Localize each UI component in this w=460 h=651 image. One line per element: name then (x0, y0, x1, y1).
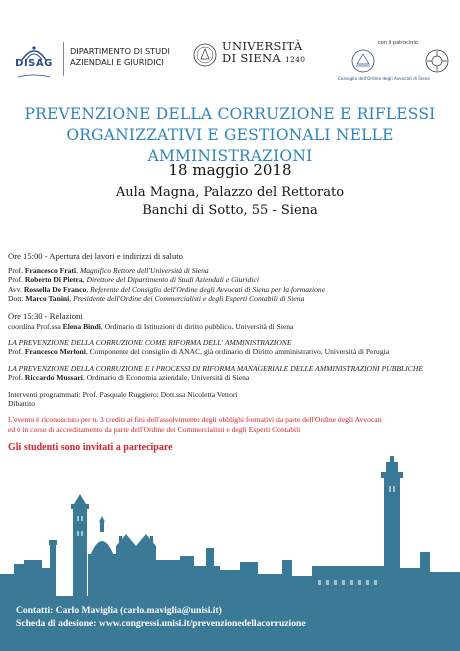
coordinator (8, 322, 456, 331)
university-year: 1240 (284, 55, 306, 64)
greeting-name: Roberto Di Pietra (24, 275, 83, 285)
speaker-name: Francesco Merloni (24, 347, 86, 357)
coordinator-prefix: coordina Prof.ssa (8, 321, 61, 331)
department-line-1: DIPARTIMENTO DI STUDI (70, 46, 170, 56)
contact-info (16, 604, 306, 630)
speaker-name: Riccardo Mussari (24, 373, 83, 383)
accountants-logo-icon (424, 48, 450, 74)
speaker-prefix: Prof. (8, 373, 23, 383)
program (8, 251, 456, 453)
speaker-role: , Componente del consiglio di ANAC, già ordinario di Diritto amministrativo, Università di Perugia (85, 347, 390, 357)
debate: Dibattito (8, 399, 35, 409)
greeting-row: Dott. Marco Tanini, Presidente dell'Ordine dei Commercialisti e degli Esperti Contabili di Siena (8, 294, 305, 304)
university-seal-icon (193, 42, 217, 68)
department-name (70, 46, 170, 68)
registration-link[interactable]: Scheda di adesione: www.congressi.unisi.it/prevenzionedellacorruzione (16, 618, 306, 629)
greeting-row: Prof. Roberto Di Pietra, Direttore del Dipartimento di Studi Aziendali e Giuridici (8, 275, 259, 285)
students-invitation: Gli studenti sono invitati a partecipare (8, 442, 173, 454)
event-title (0, 104, 460, 167)
university-line-1: UNIVERSITÀ (222, 39, 303, 53)
disag-logo-text: DISAG (15, 58, 53, 69)
greeting-row: Prof. Francesco Frati, Magnifico Rettore dell'Università di Siena (8, 266, 209, 275)
coordinator-name: Elena Bindi (62, 321, 101, 331)
greeting-name: Marco Tanini (25, 294, 70, 304)
greeting-role: Magnifico Rettore dell'Università di Siena (79, 266, 209, 275)
university-line-2: DI SIENA (222, 51, 282, 65)
talk-2-title: LA PREVENZIONE DELLA CORRUZIONE E I PROCESSI DI RIFORMA MANAGERIALE DELLE AMMINISTRAZIONI PUBBLICHE (8, 363, 423, 373)
greeting-title: Prof. (8, 266, 23, 275)
bar-association-logo-icon (350, 48, 376, 74)
event-title-line-1: PREVENZIONE DELLA CORRUZIONE E RIFLESSI (24, 105, 436, 123)
event-title-line-2: ORGANIZZATIVI E GESTIONALI NELLE AMMINISTRAZIONI (66, 126, 394, 165)
venue-line-2: Banchi di Sotto, 55 - Siena (142, 203, 318, 218)
speaker-role: , Ordinario di Economia aziendale, Università di Siena (82, 373, 250, 383)
greeting-title: Dott. (8, 294, 24, 304)
university-name (222, 40, 305, 66)
greeting-name: Francesco Frati (24, 266, 77, 275)
greeting-title: Avv. (8, 284, 22, 294)
department-line-2: AZIENDALI E GIURIDICI (70, 57, 164, 67)
coordinator-role: , Ordinario di Istituzioni di diritto pubblico, Università di Siena (100, 321, 294, 331)
talk-1-speaker (8, 347, 456, 356)
greeting-name: Rossella De Franco (23, 284, 87, 294)
credits-line-2: ed è in corso di accreditamento da parte dell'Ordine dei Commercialisti e degli Esperti Contabili (8, 424, 301, 434)
opening-session: Ore 15:00 - Apertura dei lavori e indirizzi di saluto (8, 251, 183, 261)
planned-interventions: Interventi programmati: Prof. Pasquale Ruggiero; Dott.ssa Nicoletta Vettori (8, 389, 238, 399)
greeting-title: Prof. (8, 275, 23, 285)
greeting-role: Direttore del Dipartimento di Studi Aziendali e Giuridici (86, 275, 259, 285)
bar-association-name: Consiglio dell'Ordine degli Avvocati di Siena (338, 76, 430, 81)
greeting-row: Avv. Rossella De Franco, Referente del Consiglio dell'Ordine degli Avvocati di Siena per la formazione (8, 284, 326, 294)
talk-1-title: LA PREVENZIONE DELLA CORRUZIONE COME RIFORMA DELL' AMMINISTRAZIONE (8, 338, 292, 348)
speaker-prefix: Prof. (8, 347, 23, 357)
header-divider (63, 42, 64, 76)
greeting-role: Presidente dell'Ordine dei Commercialisti e degli Esperti Contabili di Siena (73, 294, 305, 304)
patronage-label: con il patrocinio (378, 40, 418, 46)
event-venue (0, 184, 460, 220)
contact-email[interactable]: Contatti: Carlo Maviglia (carlo.maviglia@unisi.it) (16, 605, 222, 616)
credits-line-1: L'evento è riconosciuto per n. 3 crediti ai fini dell'assolvimento degli obblighi formativi da parte dell'Ordine degli Avvocati (8, 415, 382, 425)
venue-line-1: Aula Magna, Palazzo del Rettorato (115, 185, 345, 200)
event-date: 18 maggio 2018 (168, 161, 292, 179)
talk-2-speaker (8, 373, 456, 382)
header (0, 34, 460, 84)
reports-session: Ore 15:30 - Relazioni (8, 310, 83, 321)
greeting-role: Referente del Consiglio dell'Ordine degli Avvocati di Siena per la formazione (90, 284, 326, 294)
